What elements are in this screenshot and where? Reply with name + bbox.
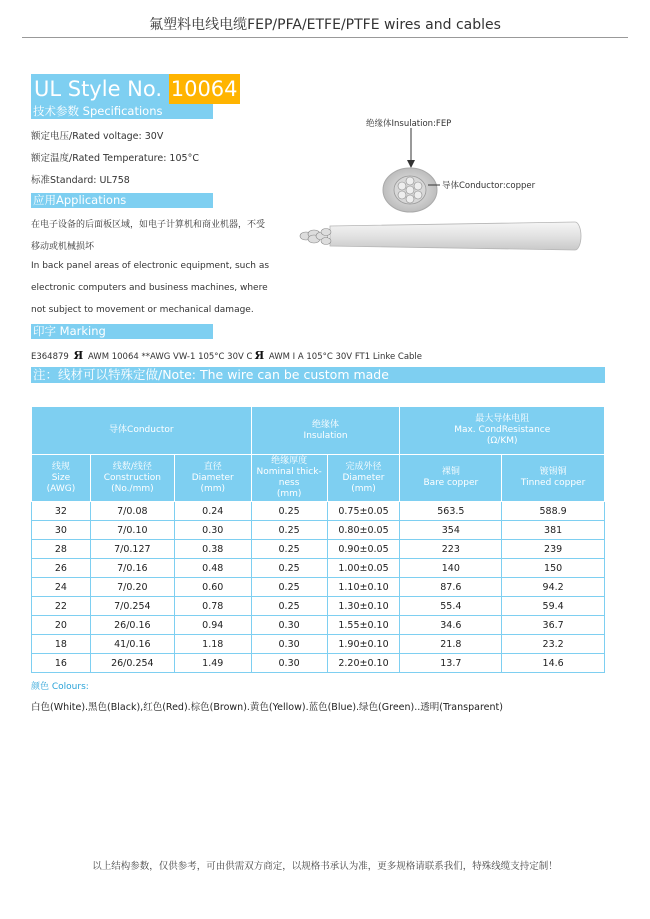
table-cell: 563.5 bbox=[400, 502, 502, 521]
table-cell: 28 bbox=[32, 540, 91, 559]
colours-label: 颜色 Colours: bbox=[31, 682, 89, 692]
table-row bbox=[32, 502, 605, 521]
column-header-text: ness bbox=[278, 478, 300, 488]
table-cell: 7/0.16 bbox=[90, 559, 174, 578]
table-row bbox=[32, 635, 605, 654]
table-row bbox=[32, 559, 605, 578]
table-cell: 150 bbox=[502, 559, 605, 578]
table-cell: 13.7 bbox=[400, 654, 502, 673]
table-cell: 1.30±0.10 bbox=[327, 597, 400, 616]
marking-awm-text-2: AWM I A 105°C 30V FT1 Linke Cable bbox=[268, 352, 423, 362]
marking-file-number: E364879 bbox=[31, 352, 69, 362]
column-header-text: Size bbox=[51, 472, 71, 483]
column-header-text: Construction bbox=[103, 472, 161, 483]
table-cell: 26 bbox=[32, 559, 91, 578]
table-cell: 32 bbox=[32, 502, 91, 521]
table-cell: 0.48 bbox=[174, 559, 251, 578]
table-cell: 0.25 bbox=[251, 559, 327, 578]
column-header-text: Diameter bbox=[342, 472, 385, 483]
table-cell: 16 bbox=[32, 654, 91, 673]
table-cell: 0.24 bbox=[174, 502, 251, 521]
column-header bbox=[174, 455, 251, 502]
table-row bbox=[32, 521, 605, 540]
table-cell: 0.25 bbox=[251, 521, 327, 540]
column-header-text: 镀锡铜 bbox=[539, 467, 567, 477]
table-cell: 588.9 bbox=[502, 502, 605, 521]
ul-style-banner bbox=[31, 74, 238, 104]
column-header bbox=[32, 455, 91, 502]
table-cell: 0.75±0.05 bbox=[327, 502, 400, 521]
spec-standard: 标准Standard: UL758 bbox=[31, 175, 130, 186]
table-cell: 1.90±0.10 bbox=[327, 635, 400, 654]
table-cell: 55.4 bbox=[400, 597, 502, 616]
insulation-label: 绝缘体Insulation:FEP bbox=[366, 119, 452, 129]
custom-made-note: 注：线材可以特殊定做/Note: The wire can be custom made bbox=[31, 367, 605, 383]
insulation-group-header bbox=[251, 407, 400, 455]
table-cell: 2.20±0.10 bbox=[327, 654, 400, 673]
table-cell: 0.60 bbox=[174, 578, 251, 597]
spec-voltage: 额定电压/Rated voltage: 30V bbox=[31, 131, 164, 142]
column-header-text: (AWG) bbox=[46, 483, 76, 494]
table-cell: 0.30 bbox=[251, 654, 327, 673]
table-cell: 0.30 bbox=[174, 521, 251, 540]
spec-table bbox=[31, 406, 605, 673]
table-cell: 1.55±0.10 bbox=[327, 616, 400, 635]
table-row bbox=[32, 578, 605, 597]
resistance-group-header bbox=[400, 407, 605, 455]
resistance-group-cn: 最大导体电阻 bbox=[475, 414, 530, 424]
applications-cn-line1: 在电子设备的后面板区域，如电子计算机和商业机器，不受 bbox=[31, 220, 266, 230]
table-cell: 18 bbox=[32, 635, 91, 654]
column-header-text: 绝缘厚度 bbox=[271, 456, 308, 466]
table-cell: 1.10±0.10 bbox=[327, 578, 400, 597]
ul-recognized-mark-icon: Я bbox=[73, 349, 84, 362]
table-cell: 0.30 bbox=[251, 616, 327, 635]
column-header bbox=[90, 455, 174, 502]
column-header-text: (mm) bbox=[351, 483, 376, 494]
table-cell: 0.94 bbox=[174, 616, 251, 635]
table-cell: 87.6 bbox=[400, 578, 502, 597]
table-cell: 239 bbox=[502, 540, 605, 559]
table-cell: 0.30 bbox=[251, 635, 327, 654]
specifications-heading: 技术参数 Specifications bbox=[31, 104, 213, 119]
table-row bbox=[32, 616, 605, 635]
table-cell: 30 bbox=[32, 521, 91, 540]
table-cell: 0.38 bbox=[174, 540, 251, 559]
table-cell: 0.78 bbox=[174, 597, 251, 616]
table-cell: 7/0.127 bbox=[90, 540, 174, 559]
column-header bbox=[400, 455, 502, 502]
table-cell: 0.25 bbox=[251, 597, 327, 616]
column-header-text: 完成外径 bbox=[345, 461, 382, 472]
table-cell: 20 bbox=[32, 616, 91, 635]
footer-note: 以上结构参数，仅供参考，可由供需双方商定，以规格书承认为准，更多规格请联系我们，特殊线缆支持定制！ bbox=[92, 861, 558, 872]
table-cell: 0.25 bbox=[251, 502, 327, 521]
arrow-down-icon bbox=[407, 160, 415, 168]
table-cell: 94.2 bbox=[502, 578, 605, 597]
ul-recognized-mark-icon-2: Я bbox=[254, 349, 265, 362]
page-title: 氟塑料电线电缆FEP/PFA/ETFE/PTFE wires and cables bbox=[149, 17, 501, 33]
ul-style-prefix: UL Style No. bbox=[34, 77, 163, 101]
insulation-group-cn: 绝缘体 bbox=[312, 419, 340, 430]
table-row bbox=[32, 540, 605, 559]
table-cell: 1.18 bbox=[174, 635, 251, 654]
insulation-group-en: Insulation bbox=[303, 430, 348, 441]
table-cell: 23.2 bbox=[502, 635, 605, 654]
column-header bbox=[327, 455, 400, 502]
table-cell: 21.8 bbox=[400, 635, 502, 654]
column-header-text: 线数/线径 bbox=[112, 461, 152, 472]
table-row bbox=[32, 654, 605, 673]
column-header-text: Tinned copper bbox=[520, 478, 586, 488]
conductor-group-label: 导体Conductor bbox=[109, 425, 174, 435]
spec-temperature: 额定温度/Rated Temperature: 105°C bbox=[31, 153, 199, 164]
cable-illustration bbox=[290, 110, 590, 260]
table-cell: 223 bbox=[400, 540, 502, 559]
applications-en-line3: not subject to movement or mechanical damage. bbox=[31, 305, 254, 315]
applications-en-line1: In back panel areas of electronic equipment, such as bbox=[31, 261, 270, 271]
column-header bbox=[251, 455, 327, 502]
colours-list: 白色(White).黑色(Black),红色(Red).棕色(Brown).黄色(Yellow).蓝色(Blue).绿色(Green)..透明(Transparent) bbox=[31, 702, 503, 713]
table-cell: 26/0.254 bbox=[90, 654, 174, 673]
marking-heading: 印字 Marking bbox=[31, 324, 213, 339]
resistance-group-en: Max. CondResistance bbox=[454, 425, 551, 435]
table-cell: 0.90±0.05 bbox=[327, 540, 400, 559]
applications-heading: 应用Applications bbox=[31, 193, 213, 208]
cable-diagram bbox=[290, 110, 590, 260]
table-cell: 140 bbox=[400, 559, 502, 578]
table-cell: 36.7 bbox=[502, 616, 605, 635]
table-cell: 14.6 bbox=[502, 654, 605, 673]
column-header-text: Nominal thick- bbox=[256, 467, 322, 477]
table-cell: 354 bbox=[400, 521, 502, 540]
table-cell: 26/0.16 bbox=[90, 616, 174, 635]
conductor-group-header bbox=[32, 407, 252, 455]
table-cell: 1.00±0.05 bbox=[327, 559, 400, 578]
marking-awm-text: AWM 10064 **AWG VW-1 105°C 30V C bbox=[87, 352, 253, 362]
applications-cn-line2: 移动或机械损坏 bbox=[31, 242, 95, 252]
cable-body bbox=[330, 222, 581, 250]
column-header-text: 直径 bbox=[203, 461, 222, 472]
column-header-text: Bare copper bbox=[423, 478, 479, 488]
column-header-text: 裸铜 bbox=[441, 467, 460, 477]
table-cell: 24 bbox=[32, 578, 91, 597]
table-cell: 381 bbox=[502, 521, 605, 540]
table-cell: 0.25 bbox=[251, 540, 327, 559]
column-header-text: (No./mm) bbox=[111, 483, 154, 494]
conductor-label: 导体Conductor:copper bbox=[442, 181, 536, 191]
conductor-tip bbox=[300, 229, 331, 245]
title-divider bbox=[22, 37, 628, 38]
resistance-group-unit: (Ω/KM) bbox=[486, 436, 518, 446]
table-cell: 7/0.10 bbox=[90, 521, 174, 540]
applications-en-line2: electronic computers and business machines, where bbox=[31, 283, 268, 293]
column-header-text: (mm) bbox=[276, 489, 302, 499]
table-cell: 0.80±0.05 bbox=[327, 521, 400, 540]
column-header bbox=[502, 455, 605, 502]
table-cell: 41/0.16 bbox=[90, 635, 174, 654]
table-row bbox=[32, 597, 605, 616]
column-header-text: (mm) bbox=[200, 483, 226, 494]
column-header-text: 线规 bbox=[51, 461, 70, 472]
table-cell: 1.49 bbox=[174, 654, 251, 673]
table-cell: 7/0.254 bbox=[90, 597, 174, 616]
ul-style-number: 10064 bbox=[169, 74, 240, 104]
table-cell: 0.25 bbox=[251, 578, 327, 597]
table-cell: 7/0.20 bbox=[90, 578, 174, 597]
column-header-text: Diameter bbox=[191, 472, 234, 483]
table-cell: 7/0.08 bbox=[90, 502, 174, 521]
table-cell: 22 bbox=[32, 597, 91, 616]
table-cell: 59.4 bbox=[502, 597, 605, 616]
marking-text bbox=[31, 349, 422, 362]
table-cell: 34.6 bbox=[400, 616, 502, 635]
